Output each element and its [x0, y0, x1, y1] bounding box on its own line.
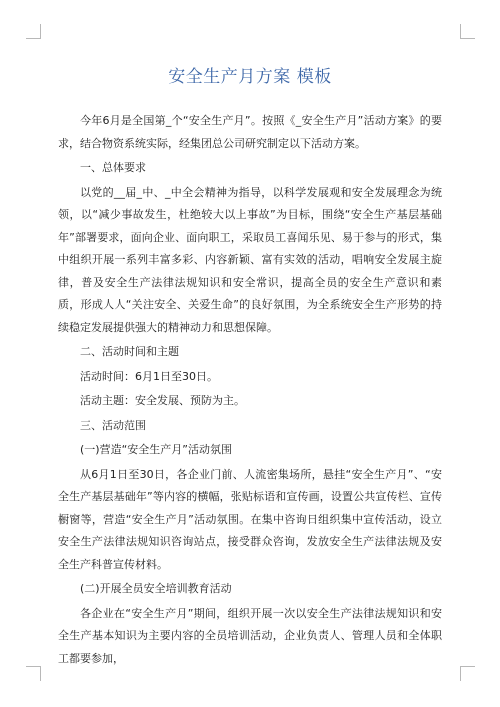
crop-mark-top-left [26, 24, 41, 39]
section-heading-general-requirements: 一、总体要求 [80, 161, 146, 174]
subsection-heading-training: (二)开展全员安全培训教育活动 [80, 582, 232, 595]
intro-paragraph: 今年6月是全国第_个“安全生产月”。按照《_安全生产月”活动方案》的要求，结合物资系统实际，经集团总公司研究制定以下活动方案。 [58, 114, 442, 150]
crop-mark-top-right [460, 24, 475, 39]
document-body [58, 110, 442, 670]
activity-time-paragraph: 活动时间：6月1日至30日。 [80, 369, 218, 383]
subsection-heading-atmosphere: (一)营造“安全生产月”活动氛围 [80, 443, 232, 456]
crop-mark-bottom-right [460, 666, 475, 681]
activity-theme-paragraph: 活动主题：安全发展、预防为主。 [80, 394, 245, 407]
training-paragraph: 各企业在“安全生产月”期间，组织开展一次以安全生产法律法规知识和安全生产基本知识为主要内容的全员培训活动，企业负责人、管理人员和全体职工都要参加， [58, 606, 442, 665]
section-heading-activity-scope: 三、活动范围 [80, 418, 146, 432]
document-title: 安全生产月方案 模板 [168, 67, 332, 87]
atmosphere-paragraph: 从6月1日至30日，各企业门前、人流密集场所，悬挂“安全生产月”、“安全生产基层基础年”等内容的横幅，张贴标语和宣传画，设置公共宣传栏、宣传橱窗等，营造“安全生产月”活动氛围。在集中咨询日组织集中宣传活动，设立安全生产法律法规知识咨询站点，接受群众咨询，发放安全生产法律法规及安全生产科普宣传材料。 [58, 467, 442, 571]
section-heading-time-and-theme: 二、活动时间和主题 [80, 345, 179, 358]
general-requirements-paragraph: 以党的__届_中、_中全会精神为指导，以科学发展观和安全发展理念为统领，以“减少事故发生，杜绝较大以上事故”为目标，围绕“安全生产基层基础年”部署要求，面向企业、面向职工，采取员工喜闻乐见、易于参与的形式，集中组织开展一系列丰富多彩、内容新颖、富有实效的活动，唱响安全发展主旋律，普及安全生产法律法规知识和安全常识，提高全员的安全生产意识和素质，形成人人“关注安全、关爱生命”的良好氛围，为全系统安全生产形势的持续稳定发展提供强大的精神动力和思想保障。 [58, 185, 442, 334]
crop-mark-bottom-left [26, 666, 41, 681]
